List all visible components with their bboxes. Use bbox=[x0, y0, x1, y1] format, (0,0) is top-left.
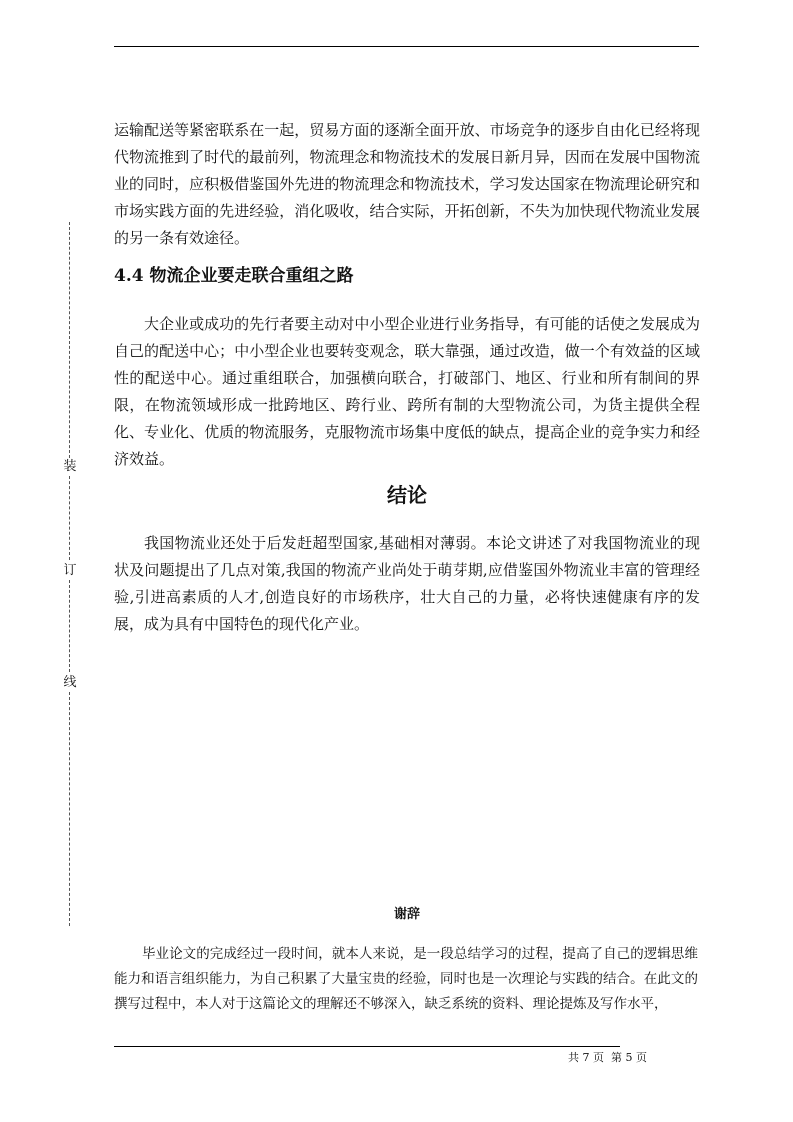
body-paragraph-1: 运输配送等紧密联系在一起，贸易方面的逐渐全面开放、市场竞争的逐步自由化已经将现代物流推到了时代的最前列，物流理念和物流技术的发展日新月异，因而在发展中国物流业的同时，应积极借鉴国外先进的物流理念和物流技术，学习发达国家在物流理论研究和市场实践方面的先进经验，消化吸收，结合实际，开拓创新，不失为加快现代物流业发展的另一条有效途径。 bbox=[114, 121, 700, 247]
binding-mark-ding: 订 bbox=[63, 563, 77, 578]
page-number: 共 7 页 第 5 页 bbox=[568, 1051, 647, 1064]
header-rule bbox=[114, 46, 699, 47]
conclusion-paragraph: 我国物流业还处于后发赶超型国家,基础相对薄弱。本论文讲述了对我国物流业的现状及问题提出了几点对策,我国的物流产业尚处于萌芽期,应借鉴国外物流业丰富的管理经验,引进高素质的人才,创造良好的市场秩序，壮大自己的力量，必将快速健康有序的发展，成为具有中国特色的现代化产业。 bbox=[114, 534, 700, 633]
binding-dashed-line bbox=[69, 222, 70, 458]
binding-dashed-line bbox=[69, 692, 70, 926]
body-paragraph-2: 大企业或成功的先行者要主动对中小型企业进行业务指导，有可能的话使之发展成为自己的配送中心；中小型企业也要转变观念，联大靠强，通过改造，做一个有效益的区域性的配送中心。通过重组联合，加强横向联合，打破部门、地区、行业和所有制间的界限，在物流领域形成一批跨地区、跨行业、跨所有制的大型物流公司，为货主提供全程化、专业化、优质的物流服务，克服物流市场集中度低的缺点，提高企业的竞争实力和经济效益。 bbox=[114, 315, 700, 468]
chapter-title: 结论 bbox=[387, 483, 427, 507]
binding-dashed-line bbox=[69, 476, 70, 560]
binding-mark-zhuang: 装 bbox=[63, 459, 77, 474]
binding-dashed-line bbox=[69, 580, 70, 672]
acknowledgement-title: 谢辞 bbox=[393, 907, 420, 922]
section-heading: 4.4 物流企业要走联合重组之路 bbox=[114, 266, 354, 286]
footer-rule bbox=[114, 1046, 620, 1047]
binding-mark-xian: 线 bbox=[63, 675, 77, 690]
acknowledgement-paragraph: 毕业论文的完成经过一段时间，就本人来说，是一段总结学习的过程，提高了自己的逻辑思维能力和语言组织能力，为自己积累了大量宝贵的经验，同时也是一次理论与实践的结合。在此文的撰写过程中，本人对于这篇论文的理解还不够深入，缺乏系统的资料、理论提炼及写作水平， bbox=[114, 946, 698, 1012]
